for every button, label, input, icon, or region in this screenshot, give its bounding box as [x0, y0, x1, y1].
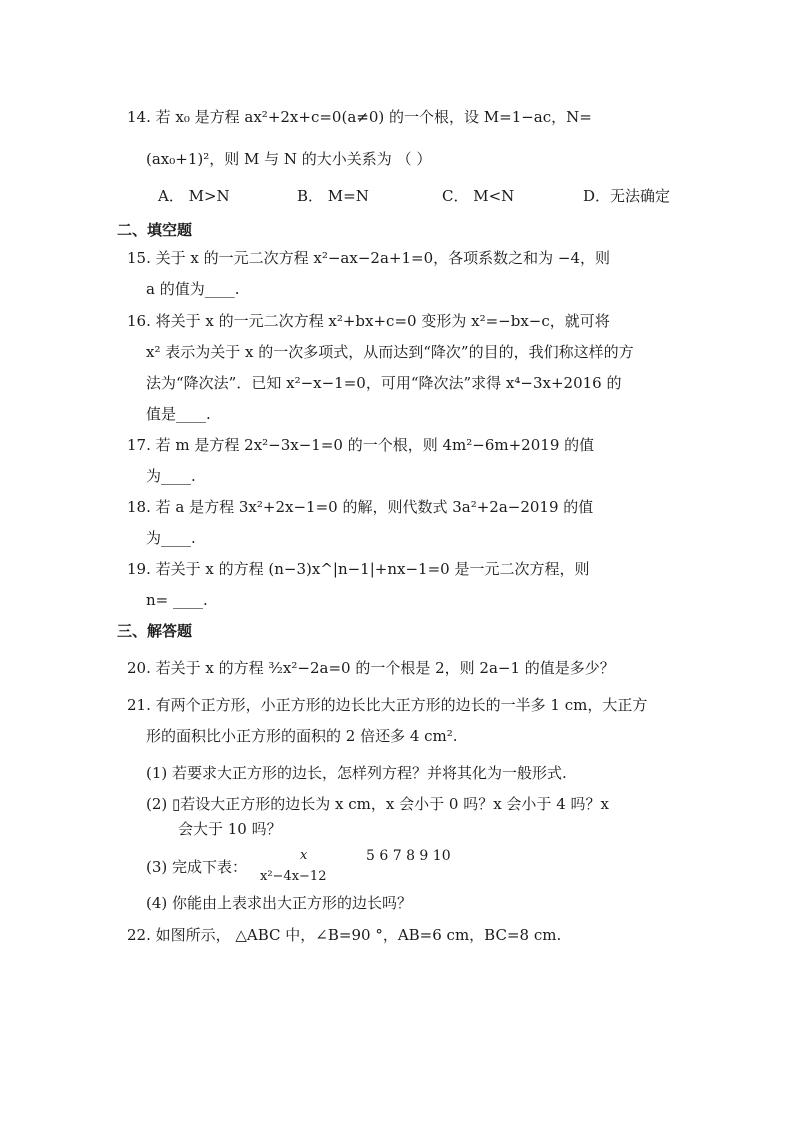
q14-line1: 14. 若 x₀ 是方程 ax²+2x+c=0(a≠0) 的一个根，设 M=1−ac，N= — [127, 108, 592, 126]
q14-option-c: C． M<N — [442, 187, 515, 205]
q16-line4: 值是____. — [146, 405, 211, 423]
q17-line2: 为____. — [146, 467, 196, 485]
q15-line2: a 的值为____. — [146, 280, 240, 298]
q14-option-a: A． M>N — [158, 187, 230, 205]
section-fill-in-title: 二、填空题 — [117, 221, 193, 239]
q20-line1: 20. 若关于 x 的方程 ³⁄₂x²−2a=0 的一个根是 2，则 2a−1 的值是多少？ — [127, 659, 615, 677]
q21-line1: 21. 有两个正方形，小正方形的边长比大正方形的边长的一半多 1 cm，大正方 — [127, 696, 648, 714]
q15-line1: 15. 关于 x 的一元二次方程 x²−ax−2a+1=0，各项系数之和为 −4，则 — [127, 249, 610, 267]
q14-line2: (ax₀+1)²，则 M 与 N 的大小关系为 （ ） — [146, 150, 432, 168]
q21-table-values: 5 6 7 8 9 10 — [366, 848, 451, 864]
q18-line1: 18. 若 a 是方程 3x²+2x−1=0 的解，则代数式 3a²+2a−2019 的值 — [127, 498, 594, 516]
q21-part3-label: (3) 完成下表： — [146, 858, 248, 876]
q19-line2: n= ____. — [146, 591, 208, 609]
q16-line2: x² 表示为关于 x 的一次多项式，从而达到“降次”的目的，我们称这样的方 — [146, 343, 634, 361]
q22-line1: 22. 如图所示， △ABC 中，∠B=90 °，AB=6 cm，BC=8 cm. — [127, 926, 562, 944]
q16-line1: 16. 将关于 x 的一元二次方程 x²+bx+c=0 变形为 x²=−bx−c，就可将 — [127, 312, 610, 330]
q21-table-header-x: x — [300, 848, 308, 863]
q14-option-b: B． M=N — [297, 187, 369, 205]
q19-line1: 19. 若关于 x 的方程 (n−3)x^|n−1|+nx−1=0 是一元二次方程，则 — [127, 560, 590, 578]
q16-line3: 法为“降次法”．已知 x²−x−1=0，可用“降次法”求得 x⁴−3x+2016 的 — [146, 374, 622, 392]
q21-part4: (4) 你能由上表求出大正方形的边长吗？ — [146, 894, 413, 912]
q17-line1: 17. 若 m 是方程 2x²−3x−1=0 的一个根，则 4m²−6m+2019 的值 — [127, 436, 595, 454]
q21-part2-line1: (2) ▯若设大正方形的边长为 x cm，x 会小于 0 吗？x 会小于 4 吗？x — [146, 795, 609, 813]
section-answer-title: 三、解答题 — [117, 622, 193, 640]
q21-table-header-expr: x²−4x−12 — [260, 869, 327, 884]
q14-option-d: D．无法确定 — [583, 187, 671, 205]
q18-line2: 为____. — [146, 529, 196, 547]
q21-part2-line2: 会大于 10 吗？ — [178, 820, 282, 838]
q21-line2: 形的面积比小正方形的面积的 2 倍还多 4 cm². — [146, 727, 458, 745]
q21-part1: (1) 若要求大正方形的边长，怎样列方程？并将其化为一般形式. — [146, 764, 567, 782]
